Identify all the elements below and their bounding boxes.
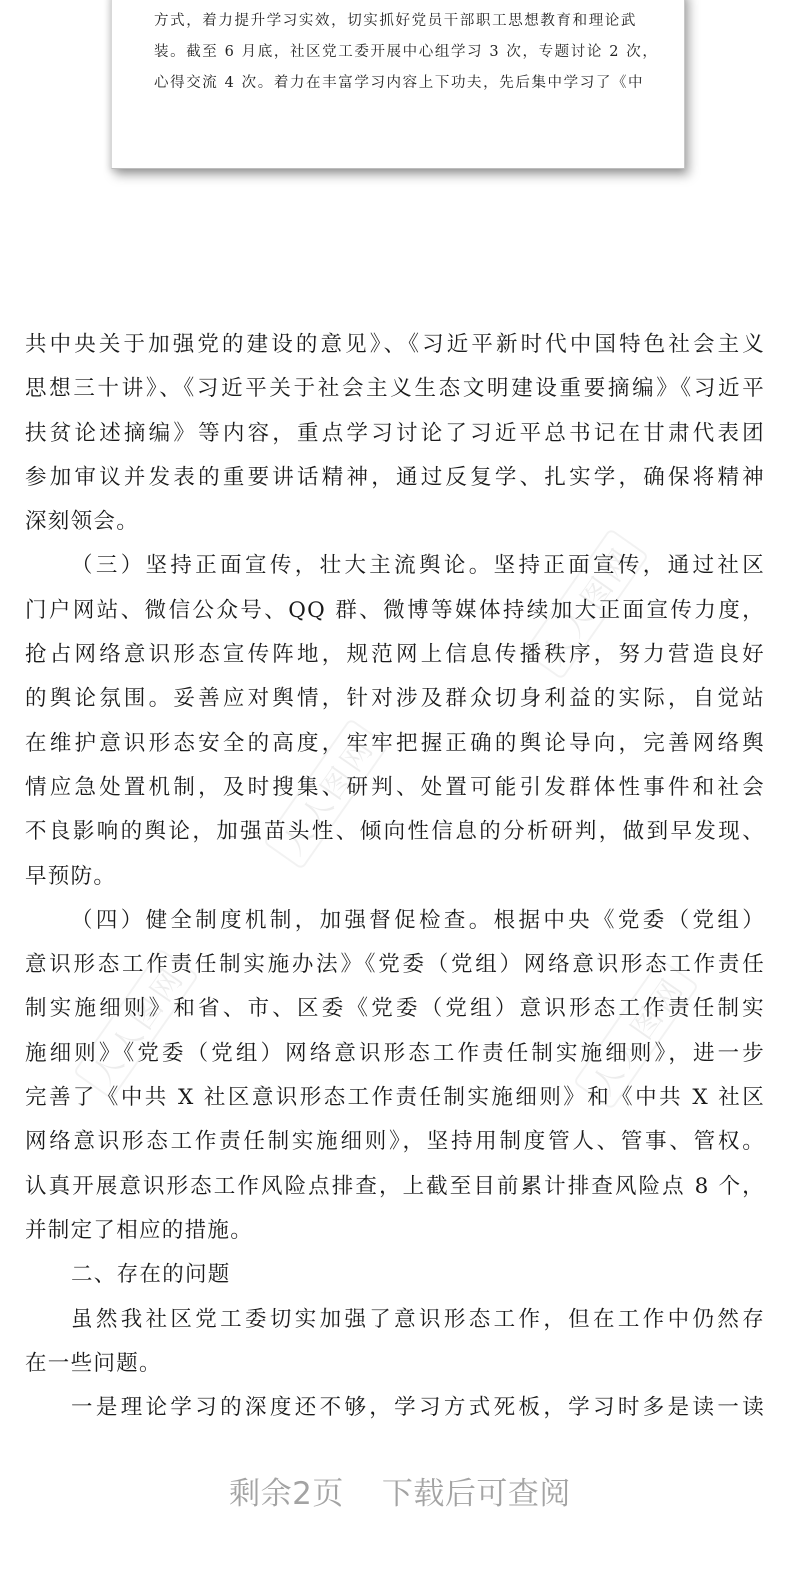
text-line: （四）健全制度机制，加强督促检查。根据中央《党委（党组） — [71, 907, 765, 933]
text-line: 意识形态工作责任制实施办法》《党委（党组）网络意识形态工作责任 — [25, 952, 765, 978]
text-line: 的舆论氛围。妥善应对舆情，针对涉及群众切身利益的实际，自觉站 — [25, 686, 765, 712]
text-line: 施细则》《党委（党组）网络意识形态工作责任制实施细则》，进一步 — [25, 1040, 765, 1066]
text-line: 扶贫论述摘编》等内容，重点学习讨论了习近平总书记在甘肃代表团 — [25, 420, 765, 446]
text-line: 制实施细则》和省、市、区委《党委（党组）意识形态工作责任制实 — [25, 996, 765, 1022]
preview-line: 心得交流 4 次。着力在丰富学习内容上下功夫，先后集中学习了《中 — [154, 75, 645, 91]
text-line: 共中央关于加强党的建设的意见》、《习近平新时代中国特色社会主义 — [25, 332, 765, 357]
text-line: 参加审议并发表的重要讲话精神，通过反复学、扎实学，确保将精神 — [25, 464, 765, 490]
watermark: 人人图网 — [263, 718, 390, 870]
text-line: 网络意识形态工作责任制实施细则》，坚持用制度管人、管事、管权。 — [25, 1129, 765, 1155]
paragraph-study-content — [25, 323, 770, 544]
paragraph-problem-1 — [25, 1386, 770, 1430]
text-line: 深刻领会。 — [25, 509, 140, 535]
paragraph-system-mechanism — [25, 899, 770, 1253]
watermark: 人人图网 — [573, 958, 700, 1110]
text-line: 认真开展意识形态工作风险点排查，上截至目前累计排查风险点 8 个， — [25, 1173, 765, 1199]
section-heading-problems — [25, 1253, 770, 1297]
text-line: 门户网站、微信公众号、QQ 群、微博等媒体持续加大正面宣传力度， — [25, 597, 765, 623]
text-line: 虽然我社区党工委切实加强了意识形态工作，但在工作中仍然存 — [71, 1306, 765, 1332]
text-line: 不良影响的舆论，加强苗头性、倾向性信息的分析研判，做到早发现、 — [25, 819, 765, 845]
paragraph-problems-intro — [25, 1298, 770, 1387]
text-line: 完善了《中共 X 社区意识形态工作责任制实施细则》和《中共 X 社区 — [25, 1085, 765, 1111]
text-line: 在维护意识形态安全的高度，牢牢把握正确的舆论导向，完善网络舆 — [25, 730, 765, 756]
download-prompt[interactable] — [0, 1468, 800, 1513]
text-line: 一是理论学习的深度还不够，学习方式死板，学习时多是读一读 — [71, 1395, 765, 1421]
text-line: 情应急处置机制，及时搜集、研判、处置可能引发群体性事件和社会 — [25, 774, 765, 800]
text-line: 思想三十讲》、《习近平关于社会主义生态文明建设重要摘编》《习近平 — [25, 376, 765, 402]
paragraph-positive-publicity — [25, 544, 770, 898]
watermark: 人人图网 — [73, 948, 200, 1100]
preview-line: 装。截至 6 月底，社区党工委开展中心组学习 3 次，专题讨论 2 次， — [154, 44, 659, 60]
text-line: 早预防。 — [25, 863, 117, 889]
page-preview-card — [111, 0, 685, 169]
text-line: （三）坚持正面宣传，壮大主流舆论。坚持正面宣传，通过社区 — [71, 553, 765, 579]
section-heading: 二、存在的问题 — [71, 1262, 231, 1288]
text-line: 并制定了相应的措施。 — [25, 1217, 254, 1243]
document-body — [25, 323, 770, 1430]
preview-line: 方式，着力提升学习实效，切实抓好党员干部职工思想教育和理论武 — [154, 13, 637, 29]
text-line: 抢占网络意识形态宣传阵地，规范网上信息传播秩序，努力营造良好 — [25, 642, 765, 668]
text-line: 在一些问题。 — [25, 1350, 162, 1376]
remaining-pages-label: 剩余2页 — [229, 1476, 344, 1512]
download-hint-label: 下载后可查阅 — [381, 1476, 571, 1512]
watermark: 人人图网 — [523, 528, 650, 680]
